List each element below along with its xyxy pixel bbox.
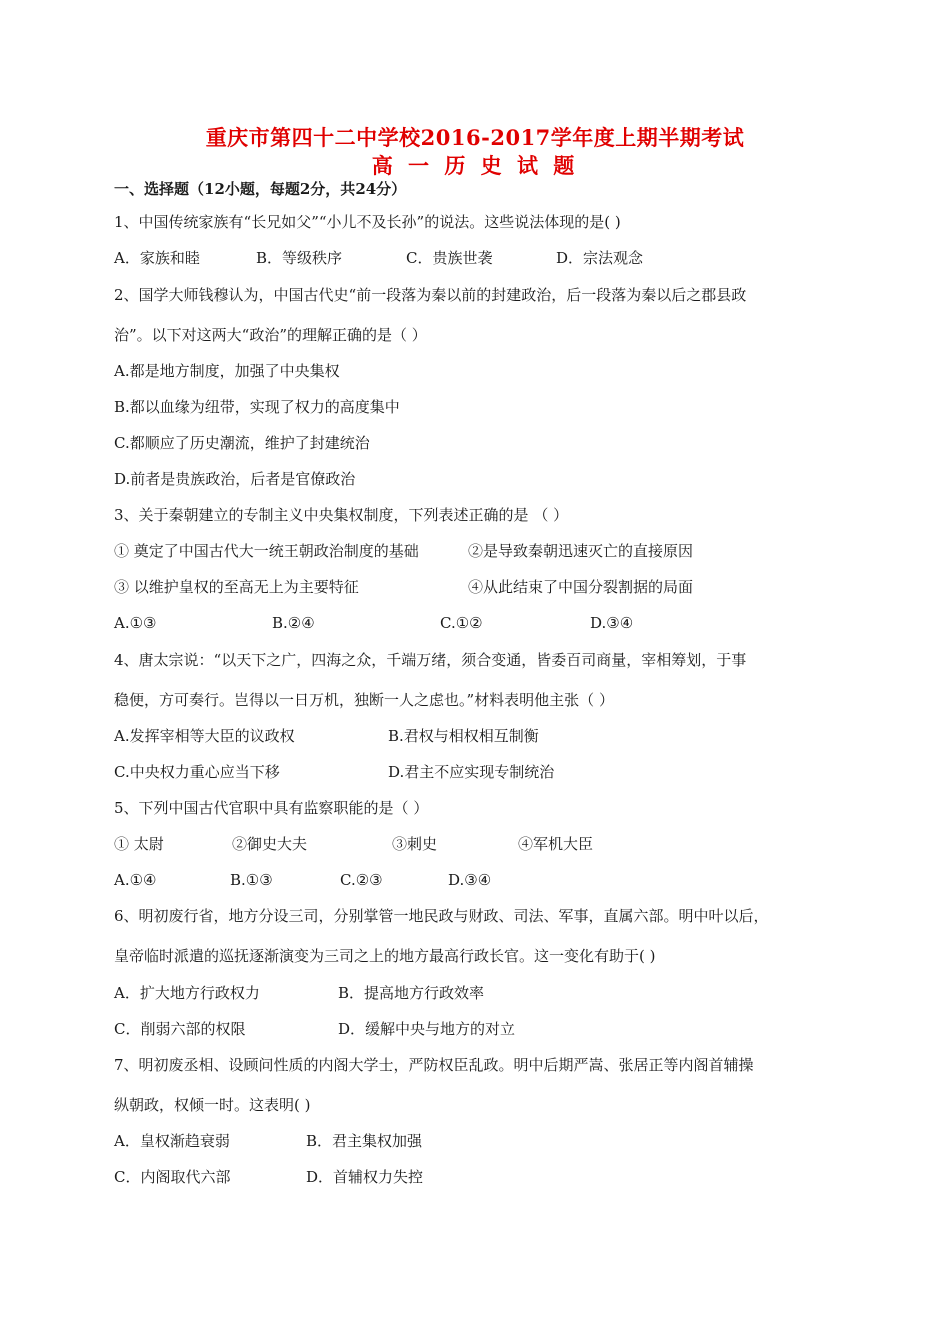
exam-title: 重庆市第四十二中学校2016-2017学年度上期半期考试 bbox=[205, 125, 745, 150]
question-3-stem: 3、关于秦朝建立的专制主义中央集权制度，下列表述正确的是 （ ） bbox=[114, 506, 569, 524]
q3-statement-1: ① 奠定了中国古代大一统王朝政治制度的基础 bbox=[114, 542, 419, 560]
q6-option-b: B．提高地方行政效率 bbox=[338, 984, 485, 1002]
question-2-stem-line2: 治”。以下对这两大“政治”的理解正确的是（ ） bbox=[114, 326, 427, 344]
q1-option-a: A．家族和睦 bbox=[114, 249, 200, 267]
q5-option-a: A.①④ bbox=[114, 871, 157, 889]
question-6-stem-line1: 6、明初废行省，地方分设三司，分别掌管一地民政与财政、司法、军事，直属六部。明中叶以后， bbox=[114, 907, 769, 925]
question-4-stem-line1: 4、唐太宗说：“以天下之广，四海之众，千端万绪，须合变通，皆委百司商量，宰相筹划，于事 bbox=[114, 651, 747, 669]
q7-option-b: B．君主集权加强 bbox=[306, 1132, 423, 1150]
q7-option-d: D．首辅权力失控 bbox=[306, 1168, 424, 1186]
q5-statement-4: ④军机大臣 bbox=[518, 835, 594, 853]
q4-option-b: B.君权与相权相互制衡 bbox=[388, 727, 539, 745]
q7-option-c: C．内阁取代六部 bbox=[114, 1168, 231, 1186]
q6-option-c: C．削弱六部的权限 bbox=[114, 1020, 246, 1038]
q4-option-c: C.中央权力重心应当下移 bbox=[114, 763, 280, 781]
q1-option-c: C．贵族世袭 bbox=[406, 249, 493, 267]
q4-option-d: D.君主不应实现专制统治 bbox=[388, 763, 555, 781]
question-7-stem-line1: 7、明初废丞相、设顾问性质的内阁大学士，严防权臣乱政。明中后期严嵩、张居正等内阁首辅操 bbox=[114, 1056, 754, 1074]
q2-option-a: A.都是地方制度，加强了中央集权 bbox=[114, 362, 340, 380]
q1-option-d: D．宗法观念 bbox=[556, 249, 644, 267]
q4-option-a: A.发挥宰相等大臣的议政权 bbox=[114, 727, 295, 745]
q2-option-d: D.前者是贵族政治，后者是官僚政治 bbox=[114, 470, 356, 488]
question-5-stem: 5、下列中国古代官职中具有监察职能的是（ ） bbox=[114, 799, 429, 817]
q1-option-b: B．等级秩序 bbox=[256, 249, 343, 267]
question-6-stem-line2: 皇帝临时派遣的巡抚逐渐演变为三司之上的地方最高行政长官。这一变化有助于( ) bbox=[114, 947, 656, 965]
q3-statement-4: ④从此结束了中国分裂割据的局面 bbox=[468, 578, 694, 596]
q3-option-c: C.①② bbox=[440, 614, 483, 632]
q5-statement-3: ③刺史 bbox=[392, 835, 438, 853]
question-4-stem-line2: 稳便，方可奏行。岂得以一日万机，独断一人之虑也。”材料表明他主张（ ） bbox=[114, 691, 614, 709]
q3-statement-3: ③ 以维护皇权的至高无上为主要特征 bbox=[114, 578, 359, 596]
q5-option-b: B.①③ bbox=[230, 871, 273, 889]
q7-option-a: A．皇权渐趋衰弱 bbox=[114, 1132, 230, 1150]
q6-option-d: D．缓解中央与地方的对立 bbox=[338, 1020, 516, 1038]
question-2-stem-line1: 2、国学大师钱穆认为，中国古代史“前一段落为秦以前的封建政治，后一段落为秦以后之郡县政 bbox=[114, 286, 747, 304]
q5-statement-1: ① 太尉 bbox=[114, 835, 164, 853]
q3-statement-2: ②是导致秦朝迅速灭亡的直接原因 bbox=[468, 542, 694, 560]
q2-option-b: B.都以血缘为纽带，实现了权力的高度集中 bbox=[114, 398, 400, 416]
q3-option-b: B.②④ bbox=[272, 614, 315, 632]
q2-option-c: C.都顺应了历史潮流，维护了封建统治 bbox=[114, 434, 370, 452]
q5-option-c: C.②③ bbox=[340, 871, 383, 889]
question-1-stem: 1、中国传统家族有“长兄如父”“小儿不及长孙”的说法。这些说法体现的是( ) bbox=[114, 213, 621, 231]
q3-option-a: A.①③ bbox=[114, 614, 157, 632]
q3-option-d: D.③④ bbox=[590, 614, 634, 632]
q5-option-d: D.③④ bbox=[448, 871, 492, 889]
q5-statement-2: ②御史大夫 bbox=[232, 835, 308, 853]
exam-subtitle: 高 一 历 史 试 题 bbox=[371, 153, 579, 178]
section-heading: 一、选择题（12小题，每题2分，共24分） bbox=[114, 180, 407, 198]
q6-option-a: A．扩大地方行政权力 bbox=[114, 984, 260, 1002]
question-7-stem-line2: 纵朝政，权倾一时。这表明( ) bbox=[114, 1096, 311, 1114]
